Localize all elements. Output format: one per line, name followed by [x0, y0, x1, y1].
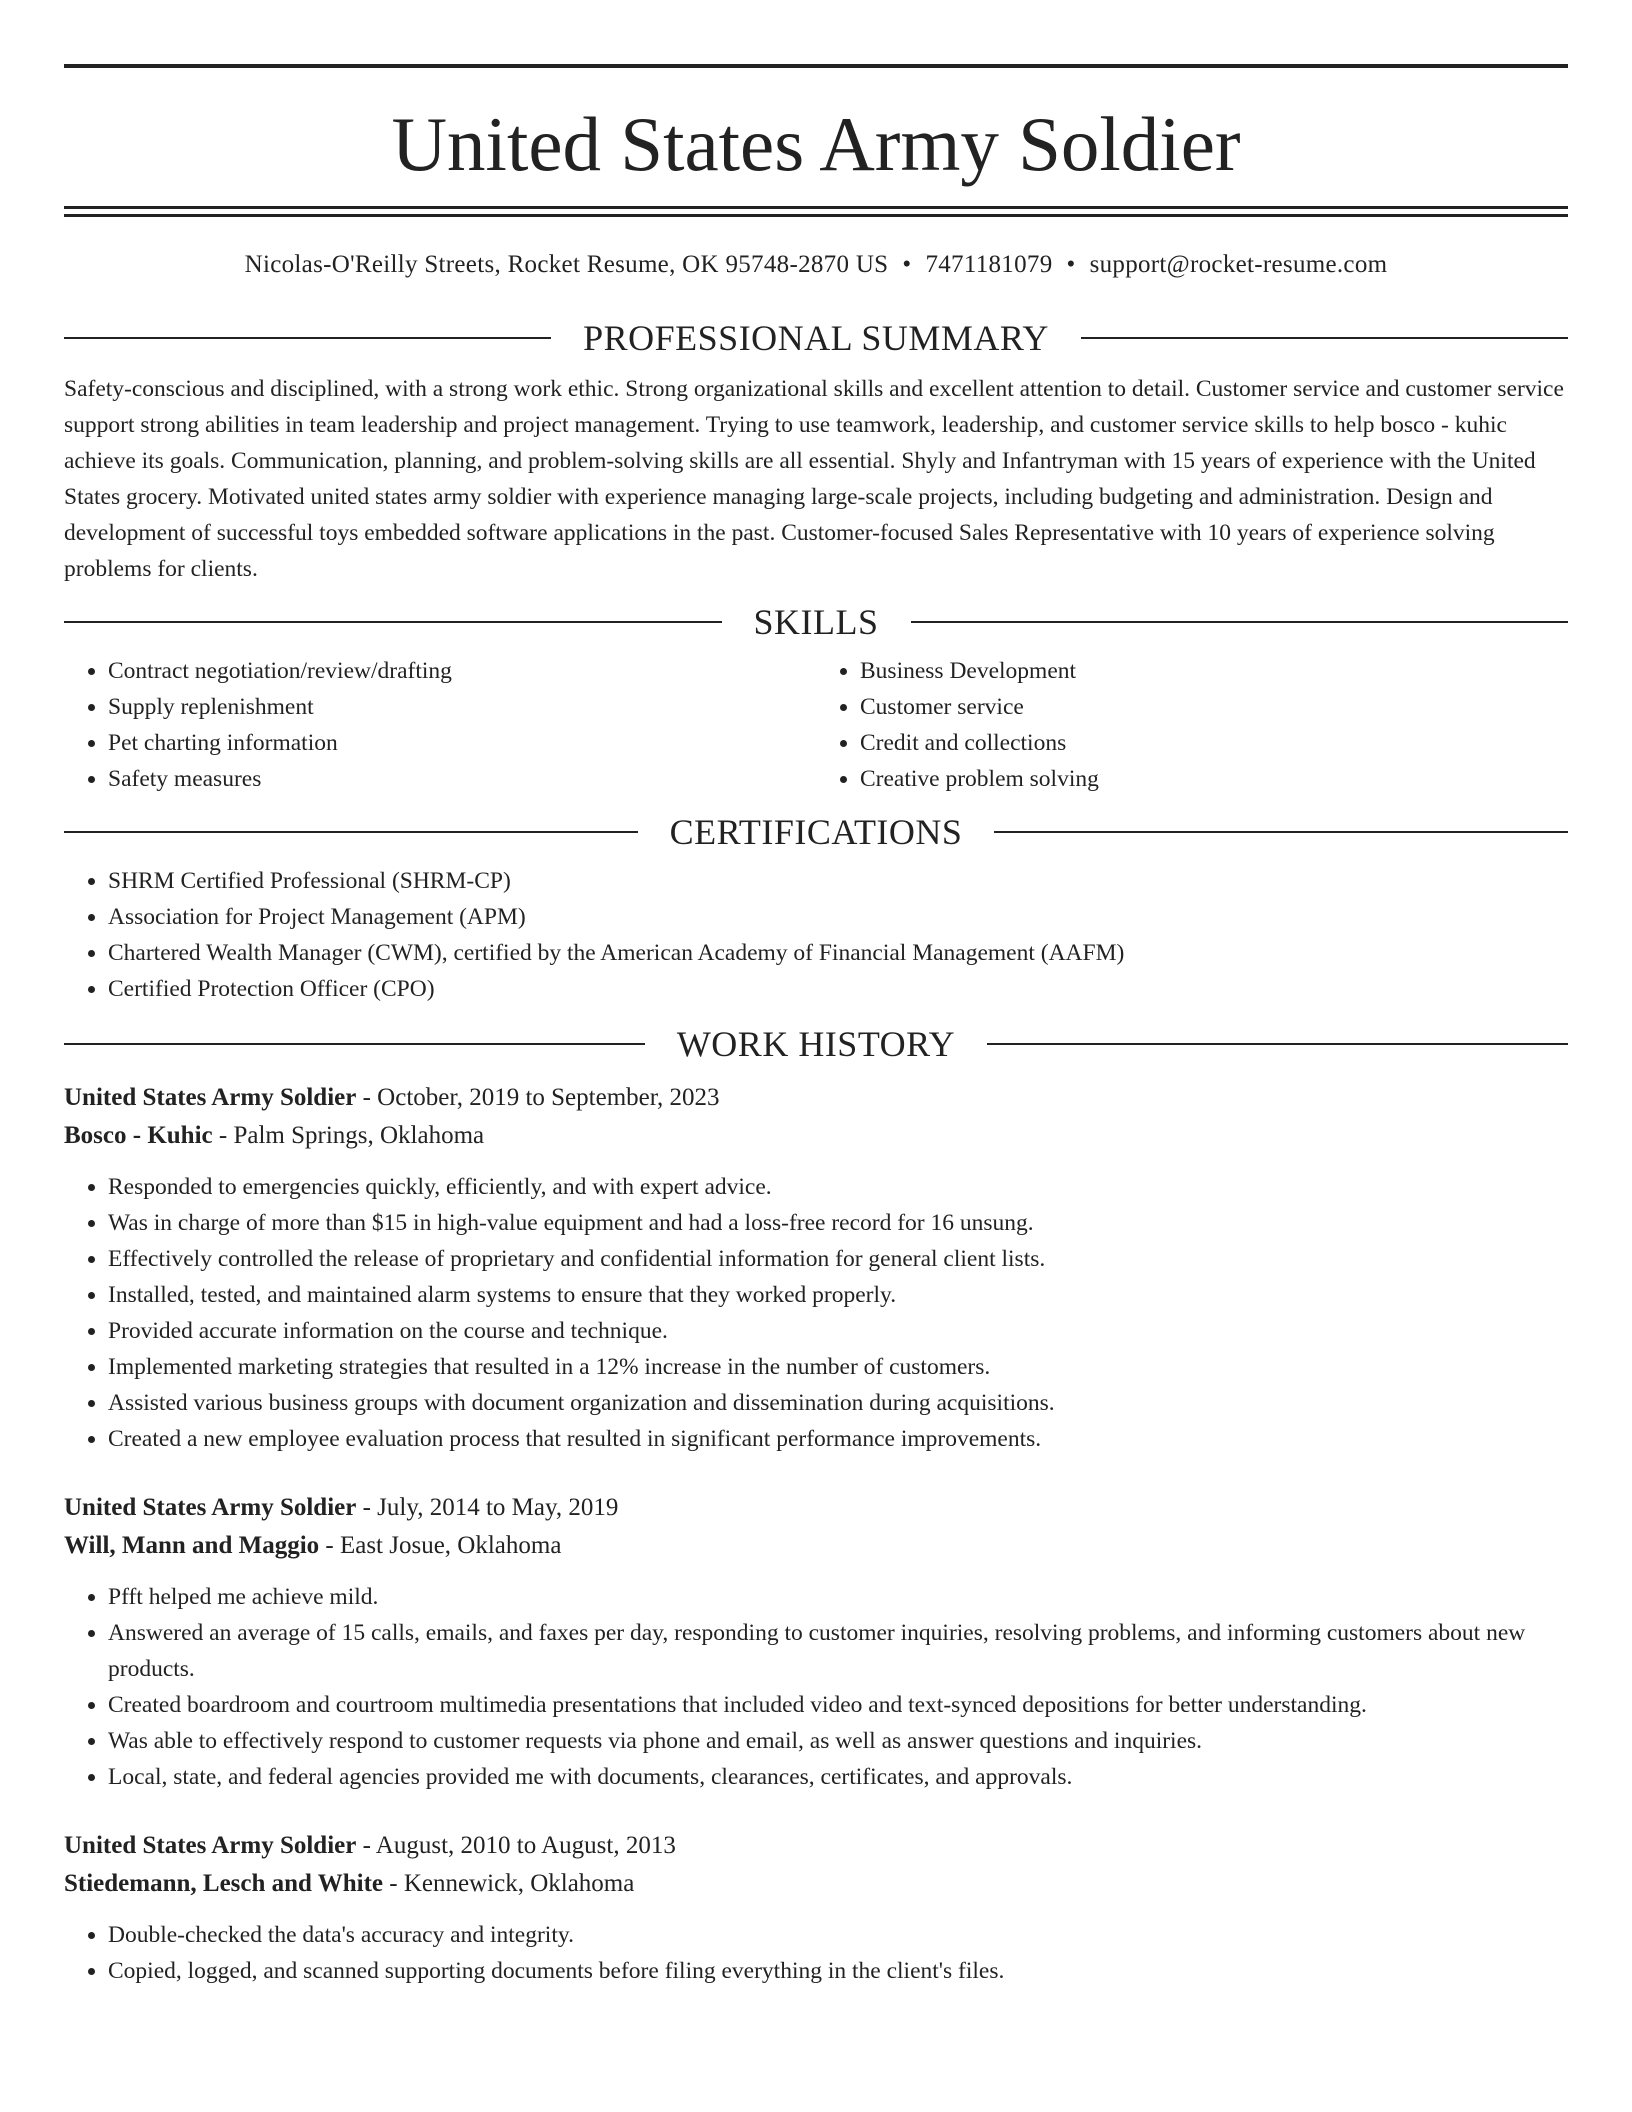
heading-rule-right: [1081, 337, 1568, 339]
job-bullet: • Answered an average of 15 calls, emails, and faxes per day, responding to customer inquiries, resolving problems, and informing customers about new products.: [108, 1615, 1568, 1687]
job-company-line: [64, 1527, 1568, 1565]
job-company: Bosco - Kuhic: [64, 1122, 213, 1149]
work-heading: [64, 1023, 1568, 1065]
job-dates: - July, 2014 to May, 2019: [356, 1494, 619, 1521]
job-entry: [64, 1489, 1568, 1795]
job-bullet: • Implemented marketing strategies that resulted in a 12% increase in the number of customers.: [108, 1349, 1568, 1385]
heading-rule-left: [64, 831, 638, 833]
job-role: United States Army Soldier: [64, 1494, 357, 1521]
certification-item: • Chartered Wealth Manager (CWM), certified by the American Academy of Financial Management (AAFM): [108, 935, 1568, 971]
job-bullet: • Effectively controlled the release of proprietary and confidential information for general client lists.: [108, 1241, 1568, 1277]
job-company-line: [64, 1117, 1568, 1155]
contact-email: support@rocket-resume.com: [1089, 251, 1388, 278]
job-bullet: • Was able to effectively respond to customer requests via phone and email, as well as answer questions and inquiries.: [108, 1723, 1568, 1759]
job-role: United States Army Soldier: [64, 1084, 357, 1111]
skills-list-right: [816, 653, 1568, 797]
contact-line: [64, 251, 1568, 291]
work-title: WORK HISTORY: [676, 1024, 956, 1064]
job-dates: - August, 2010 to August, 2013: [356, 1832, 676, 1859]
job-company-line: [64, 1865, 1568, 1903]
job-entry: [64, 1079, 1568, 1457]
job-bullets: [64, 1917, 1568, 1989]
skill-item: • Pet charting information: [108, 725, 816, 761]
double-rule: [64, 206, 1568, 217]
resume-page: [64, 64, 1568, 1989]
job-bullet: • Copied, logged, and scanned supporting documents before filing everything in the client's files.: [108, 1953, 1568, 1989]
job-location: - Kennewick, Oklahoma: [383, 1870, 635, 1897]
contact-phone: 7471181079: [925, 251, 1053, 278]
job-title-line: [64, 1827, 1568, 1865]
job-role: United States Army Soldier: [64, 1832, 357, 1859]
skills-title: SKILLS: [753, 602, 879, 642]
job-bullet: • Provided accurate information on the course and technique.: [108, 1313, 1568, 1349]
certification-item: • Certified Protection Officer (CPO): [108, 971, 1568, 1007]
skills-heading: [64, 601, 1568, 643]
contact-separator: •: [902, 251, 912, 278]
job-company: Will, Mann and Maggio: [64, 1532, 320, 1559]
job-bullet: • Double-checked the data's accuracy and integrity.: [108, 1917, 1568, 1953]
skill-item: • Safety measures: [108, 761, 816, 797]
job-title-line: [64, 1489, 1568, 1527]
skill-item: • Creative problem solving: [860, 761, 1568, 797]
job-bullet: • Created boardroom and courtroom multimedia presentations that included video and text-synced depositions for better understanding.: [108, 1687, 1568, 1723]
contact-separator: •: [1066, 251, 1076, 278]
top-rule: [64, 64, 1568, 68]
skill-item: • Customer service: [860, 689, 1568, 725]
skills-columns: [64, 653, 1568, 797]
certification-item: • Association for Project Management (APM): [108, 899, 1568, 935]
certification-item: • SHRM Certified Professional (SHRM-CP): [108, 863, 1568, 899]
job-company: Stiedemann, Lesch and White: [64, 1870, 384, 1897]
job-title-line: [64, 1079, 1568, 1117]
certifications-list: [64, 863, 1568, 1007]
summary-heading: [64, 317, 1568, 359]
job-bullet: • Created a new employee evaluation process that resulted in significant performance improvements.: [108, 1421, 1568, 1457]
job-location: - Palm Springs, Oklahoma: [212, 1122, 485, 1149]
job-bullet: • Local, state, and federal agencies provided me with documents, clearances, certificates, and approvals.: [108, 1759, 1568, 1795]
skill-item: • Contract negotiation/review/drafting: [108, 653, 816, 689]
skill-item: • Credit and collections: [860, 725, 1568, 761]
job-location: - East Josue, Oklahoma: [319, 1532, 562, 1559]
heading-rule-right: [994, 831, 1568, 833]
job-bullets: [64, 1169, 1568, 1457]
skills-list-left: [64, 653, 816, 797]
job-bullet: • Was in charge of more than $15 in high-value equipment and had a loss-free record for 16 unsung.: [108, 1205, 1568, 1241]
job-entry: [64, 1827, 1568, 1989]
heading-rule-right: [911, 621, 1569, 623]
skill-item: • Business Development: [860, 653, 1568, 689]
contact-address: Nicolas-O'Reilly Streets, Rocket Resume, OK 95748-2870 US: [244, 251, 889, 278]
job-dates: - October, 2019 to September, 2023: [356, 1084, 720, 1111]
heading-rule-left: [64, 1043, 645, 1045]
heading-rule-left: [64, 621, 722, 623]
job-bullet: • Pfft helped me achieve mild.: [108, 1579, 1568, 1615]
heading-rule-left: [64, 337, 551, 339]
job-bullet: • Responded to emergencies quickly, efficiently, and with expert advice.: [108, 1169, 1568, 1205]
summary-title: PROFESSIONAL SUMMARY: [583, 318, 1049, 358]
skill-item: • Supply replenishment: [108, 689, 816, 725]
summary-text: Safety-conscious and disciplined, with a strong work ethic. Strong organizational skills and excellent attention to detail. Customer service and customer service support strong abilities in team leadership and project management. Trying to use teamwork, leadership, and customer service skills to help bosco - kuhic achieve its goals. Communication, planning, and problem-solving skills are all essential. Shyly and Infantryman with 15 years of experience with the United States grocery. Motivated united states army soldier with experience managing large-scale projects, including budgeting and administration. Design and development of successful toys embedded software applications in the past. Customer-focused Sales Representative with 10 years of experience solving problems for clients.: [64, 376, 1564, 582]
job-bullet: • Assisted various business groups with document organization and dissemination during acquisitions.: [108, 1385, 1568, 1421]
certifications-heading: [64, 811, 1568, 853]
certifications-title: CERTIFICATIONS: [669, 812, 963, 852]
heading-rule-right: [987, 1043, 1568, 1045]
job-bullet: • Installed, tested, and maintained alarm systems to ensure that they worked properly.: [108, 1277, 1568, 1313]
job-bullets: [64, 1579, 1568, 1795]
resume-name: United States Army Soldier: [391, 101, 1241, 187]
